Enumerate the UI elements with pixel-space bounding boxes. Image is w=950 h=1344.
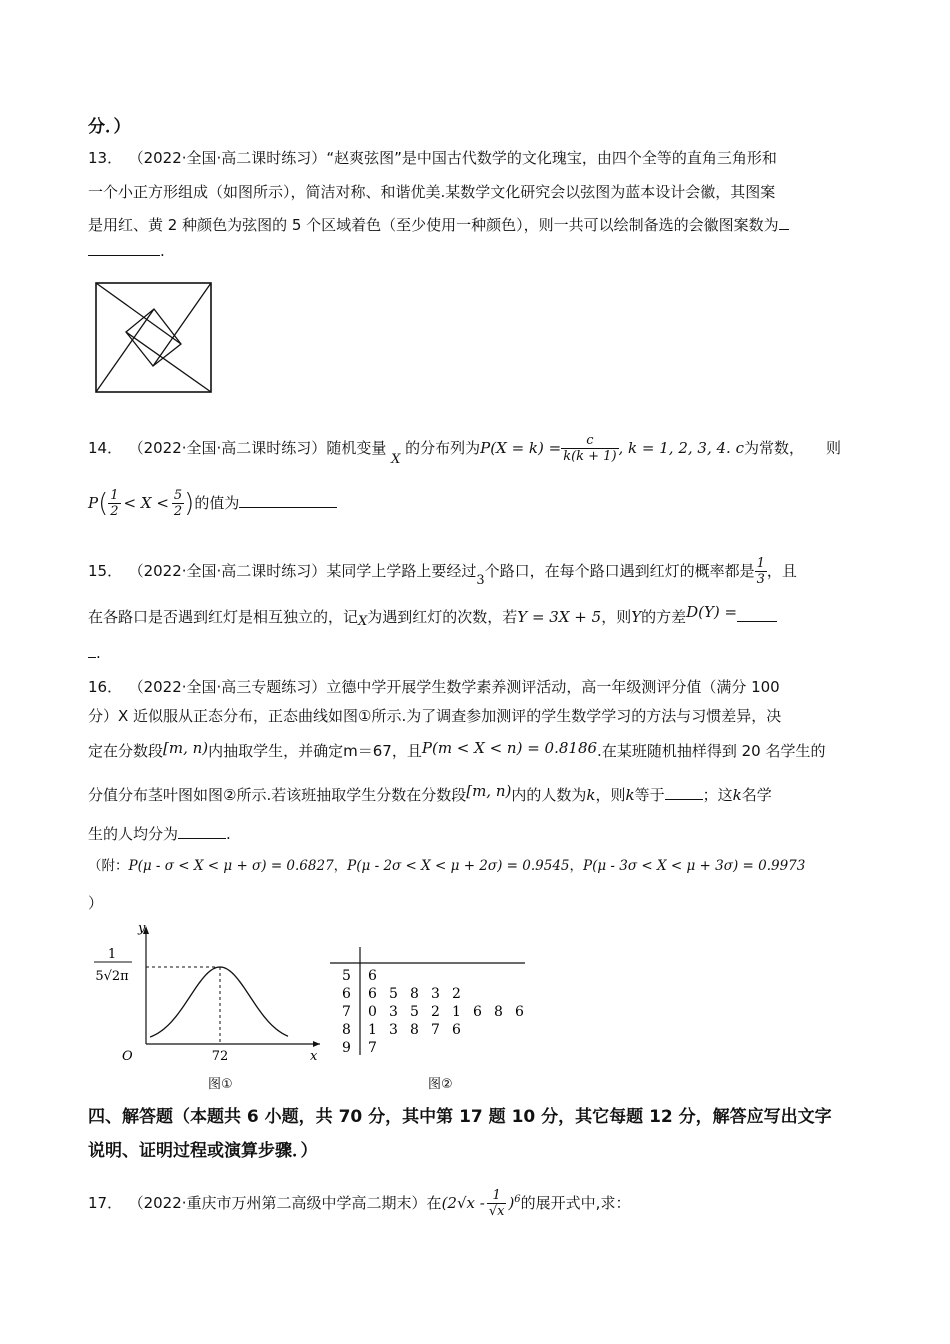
x-axis-label: x (310, 1049, 318, 1064)
stem-9: 9 (342, 1040, 351, 1056)
triangle-edge-3 (126, 332, 211, 392)
peak-value-numerator: 1 (107, 947, 117, 962)
peak-value-denominator: 5√2π (95, 969, 129, 984)
leaf: 1 (452, 1004, 461, 1020)
fig1-caption: 图① (208, 1077, 233, 1092)
triangle-edge-2 (153, 283, 211, 366)
leaf: 6 (368, 968, 377, 984)
q16-line2: 分）X 近似服从正态分布，正态曲线如图①所示.为了调查参加测评的学生数学学习的方法与习惯差异，决 (88, 707, 782, 725)
y-axis-label: y (138, 921, 146, 936)
q16-answer-blank-k[interactable] (665, 785, 703, 800)
stem-leaf-plot (330, 945, 530, 1065)
leaf: 3 (389, 1022, 398, 1038)
q16-note-close: ） (88, 894, 104, 912)
q16-line5: 生的人均分为 . (88, 825, 231, 843)
stem-7: 7 (342, 1004, 351, 1020)
q15-formula-y: Y = 3X + 5 (517, 608, 602, 626)
q16-line3: 定在分数段[m, n)内抽取学生，并确定m＝67，且P(m < X < n) = 0.8186.在某班随机抽样得到 20 名学生的 (88, 739, 826, 760)
leaf: 8 (410, 1022, 419, 1038)
q14-var-x: X (391, 452, 401, 467)
q15-line2: 在各路口是否遇到红灯是相互独立的，记X为遇到红灯的次数，若Y = 3X + 5，则Y的方差D(Y) = (88, 606, 777, 630)
q13-line1: 13． （2022·全国·高二课时练习）“赵爽弦图”是中国古代数学的文化瑰宝，由四个全等的直角三角形和 (88, 149, 777, 167)
q13-line2: 一个小正方形组成（如图所示），简洁对称、和谐优美.某数学文化研究会以弦图为蓝本设计会徽，其图案 (88, 183, 776, 201)
leaf: 7 (368, 1040, 377, 1056)
leaf: 8 (410, 986, 419, 1002)
q14-line2: P( $\frac{1}{2}$ < X < $\frac{5}{2}$ )的值为 (88, 488, 337, 519)
q13-line4: . (88, 240, 165, 262)
leaf: 6 (368, 986, 377, 1002)
triangle-edge-4 (96, 309, 154, 392)
section4-heading-line2: 说明、证明过程或演算步骤．） (88, 1141, 318, 1161)
leaf: 6 (473, 1004, 482, 1020)
normal-curve-figure (88, 920, 328, 1065)
x-axis-arrow (313, 1041, 320, 1047)
stem-6: 6 (342, 986, 351, 1002)
previous-section-tail: 分．） (88, 117, 131, 137)
leaf: 3 (389, 1004, 398, 1020)
leaf: 2 (431, 1004, 440, 1020)
leaf: 1 (368, 1022, 377, 1038)
q15-line3: . (88, 642, 101, 664)
normal-curve (150, 967, 288, 1037)
mean-tick-label: 72 (211, 1049, 229, 1064)
q16-line4: 分值分布茎叶图如图②所示.若该班抽取学生分数在分数段[m, n)内的人数为k，则k等于 ；这k名学 (88, 782, 772, 804)
q13-answer-blank[interactable] (88, 241, 160, 256)
stem-5: 5 (342, 968, 351, 984)
origin-label: O (122, 1049, 133, 1064)
leaf: 6 (515, 1004, 524, 1020)
q15-line1: 15． （2022·全国·高二课时练习）某同学上学路上要经过3个路口，在每个路口遇到红灯的概率都是 $\frac{1}{3}$ ，且 (88, 556, 797, 588)
triangle-edge-1 (96, 283, 181, 344)
leaf: 5 (389, 986, 398, 1002)
q13-answer-blank-start[interactable] (779, 215, 789, 230)
q13-number: 13． (88, 149, 123, 167)
q14-line1: 14． （2022·全国·高二课时练习）随机变量 X 的分布列为P(X = k) = $\frac{c}{k(k + 1)}$ , k = 1, 2, 3, 4. c为常数， 则 (88, 433, 841, 467)
q14-formula-tail: , k = 1, 2, 3, 4. c (618, 439, 744, 457)
q15-answer-blank-end[interactable] (88, 643, 96, 658)
q15-answer-blank[interactable] (737, 607, 777, 622)
outer-square (96, 283, 211, 392)
q14-answer-blank[interactable] (239, 493, 337, 508)
leaf: 7 (431, 1022, 440, 1038)
leaf: 5 (410, 1004, 419, 1020)
zhao-shuang-diagram (95, 282, 213, 394)
q16-note: （附：P(μ - σ < X < μ + σ) = 0.6827，P(μ - 2σ < X < μ + 2σ) = 0.9545，P(μ - 3σ < X < μ + 3σ) = 0.9973 (88, 858, 806, 874)
q14-fraction: $\frac{c}{k(k + 1)}$ (563, 433, 617, 464)
section4-heading-line1: 四、解答题（本题共 6 小题，共 70 分，其中第 17 题 10 分，其它每题 12 分，解答应写出文字 (88, 1107, 832, 1127)
fig2-caption: 图② (428, 1077, 453, 1092)
q13-source: （2022·全国·高二课时练习） (136, 149, 327, 167)
leaf: 8 (494, 1004, 503, 1020)
stem-8: 8 (342, 1022, 351, 1038)
q17-line1: 17． （2022·重庆市万州第二高级中学高二期末）在(2√x - $\frac{1}{√x}$ )$^6$的展开式中,求： (88, 1188, 631, 1219)
q14-formula-lhs: P(X = k) = (480, 439, 562, 457)
leaf: 6 (452, 1022, 461, 1038)
q16-line1: 16． （2022·全国·高三专题练习）立德中学开展学生数学素养测评活动，高一年级测评分值（满分 100 (88, 678, 780, 696)
q13-line3: 是用红、黄 2 种颜色为弦图的 5 个区域着色（至少使用一种颜色），则一共可以绘制备选的会徽图案数为 (88, 214, 789, 236)
leaf: 0 (368, 1004, 377, 1020)
leaf: 2 (452, 986, 461, 1002)
q16-answer-blank-mean[interactable] (178, 824, 226, 839)
leaf: 3 (431, 986, 440, 1002)
